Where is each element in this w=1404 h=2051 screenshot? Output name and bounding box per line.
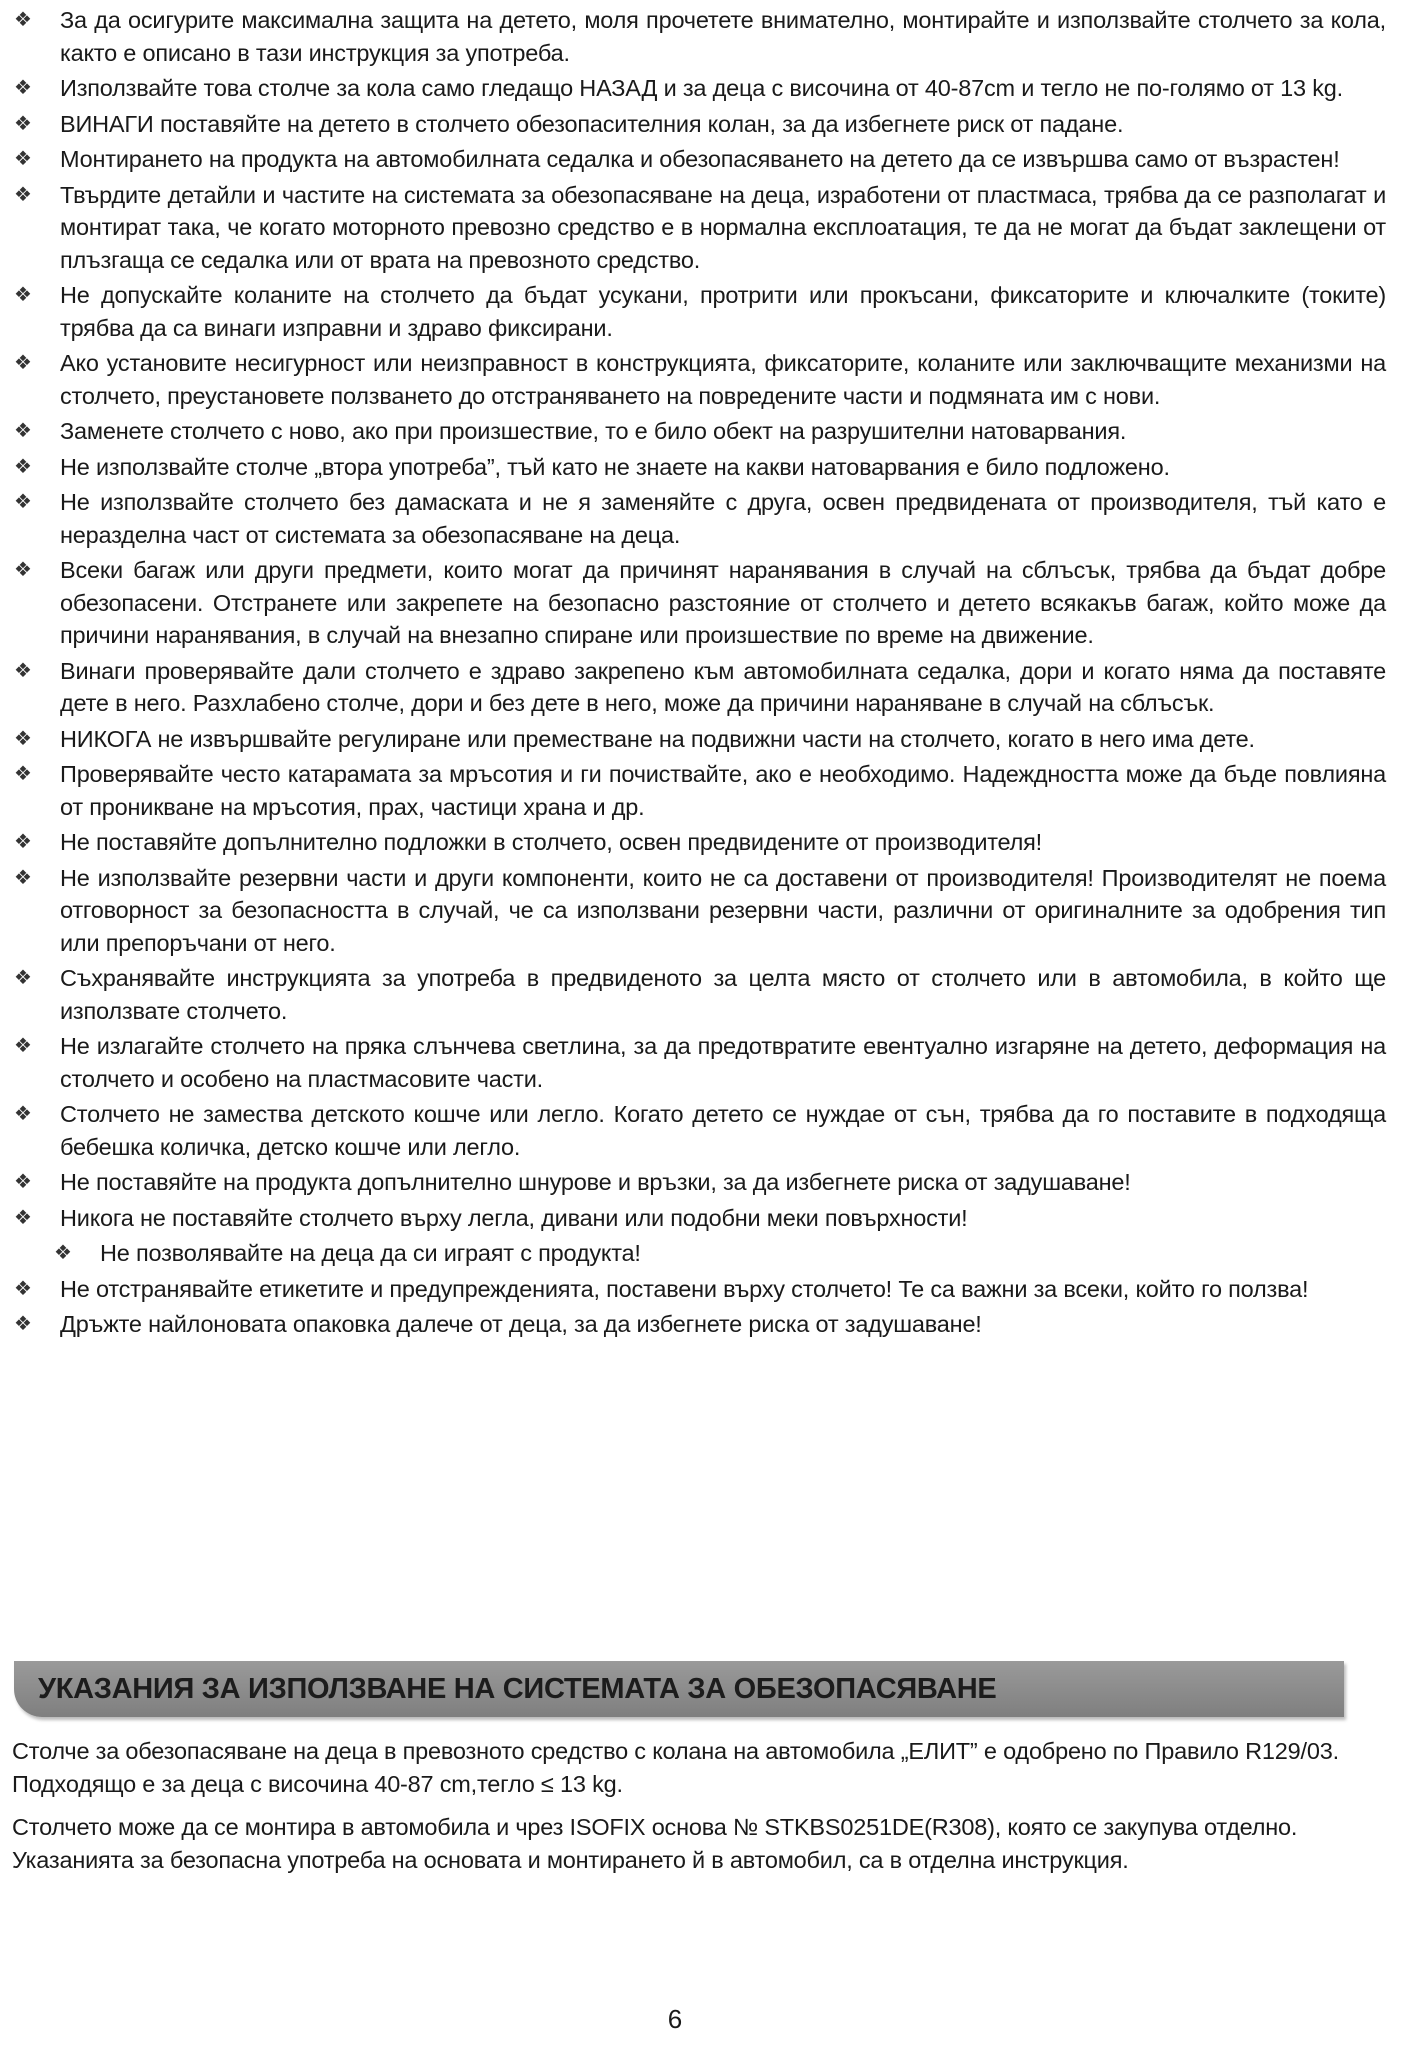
- diamond-bullet-icon: ❖: [14, 727, 32, 750]
- diamond-bullet-icon: ❖: [14, 77, 32, 99]
- diamond-bullet-icon: ❖: [14, 831, 32, 853]
- diamond-bullet-icon: ❖: [14, 866, 32, 889]
- diamond-bullet-icon: ❖: [14, 1171, 32, 1193]
- list-item-text: Не поставяйте допълнително подложки в столчето, освен предвидените от производителя!: [60, 829, 1042, 855]
- list-item: [0, 758, 1386, 823]
- list-item-text: Не позволявайте на деца да си играят с продукта!: [100, 1240, 641, 1266]
- section-title: УКАЗАНИЯ ЗА ИЗПОЛЗВАНЕ НА СИСТЕМАТА ЗА ОБЕЗОПАСЯВАНЕ: [38, 1673, 997, 1705]
- list-item-text: Столчето не замества детското кошче или легло. Когато детето се нуждае от сън, трябва да го поставите в подходяща бебешка количка, детско кошче или легло.: [60, 1101, 1386, 1160]
- diamond-bullet-icon: ❖: [14, 284, 32, 306]
- list-item: [0, 143, 1386, 176]
- list-item-text: Съхранявайте инструкцията за употреба в предвиденото за целта място от столчето или в автомобила, в който ще използвате столчето.: [60, 965, 1386, 1024]
- diamond-bullet-icon: ❖: [14, 659, 32, 682]
- list-item: [0, 72, 1386, 105]
- list-item: [0, 1308, 1386, 1341]
- diamond-bullet-icon: ❖: [14, 420, 32, 442]
- safety-warnings-list: [0, 4, 1404, 1344]
- page-number: 6: [667, 2004, 683, 2034]
- list-item: [0, 1202, 1386, 1235]
- diamond-bullet-icon: ❖: [14, 559, 32, 581]
- list-item: [0, 486, 1386, 551]
- list-item-text: Не допускайте коланите на столчето да бъдат усукани, протрити или прокъсани, фиксаторите и ключалките (токите) трябва да са винаги изправни и здраво фиксирани.: [60, 282, 1386, 341]
- list-item: [0, 451, 1386, 484]
- list-item: [0, 4, 1386, 69]
- list-item: [0, 1030, 1386, 1095]
- list-item: [0, 1237, 1386, 1270]
- diamond-bullet-icon: ❖: [14, 763, 32, 785]
- section-header-bar: [14, 1661, 1344, 1717]
- list-item-text: Проверявайте често катарамата за мръсотия и ги почиствайте, ако е необходимо. Надеждността може да бъде повлияна от проникване на мръсотия, прах, частици храна и др.: [60, 761, 1386, 820]
- list-item: [0, 1166, 1386, 1199]
- list-item: [0, 554, 1386, 652]
- diamond-bullet-icon: ❖: [14, 1206, 32, 1229]
- list-item: [0, 347, 1386, 412]
- list-item: [0, 862, 1386, 960]
- list-item: [0, 1098, 1386, 1163]
- list-item-text: Всеки багаж или други предмети, които могат да причинят наранявания в случай на сблъсък, трябва да бъдат добре обезопасени. Отстранете или закрепете на безопасно разстояние от столчето и детето всякакъв багаж, който може да причини наранявания, в случай на внезапно спиране или произшествие по време на движение.: [60, 557, 1386, 648]
- list-item: [0, 279, 1386, 344]
- diamond-bullet-icon: ❖: [14, 491, 32, 513]
- list-item: [0, 179, 1386, 277]
- list-item-text: Не използвайте резервни части и други компоненти, които не са доставени от производителя! Производителят не поема отговорност за безопасността в случай, че са използвани резервни части, различни от оригиналните за одобрения тип или препоръчани от него.: [60, 864, 1386, 956]
- diamond-bullet-icon: ❖: [14, 967, 32, 989]
- list-item: [0, 108, 1386, 141]
- list-item-text: Използвайте това столче за кола само гледащо НАЗАД и за деца с височина от 40-87cm и тегло не по-голямо от 13 kg.: [60, 75, 1343, 101]
- diamond-bullet-icon: ❖: [14, 1313, 32, 1335]
- list-item-text: ВИНАГИ поставяйте на детето в столчето обезопасителния колан, за да избегнете риск от падане.: [60, 110, 1124, 137]
- diamond-bullet-icon: ❖: [14, 455, 32, 478]
- list-item-text: Не отстранявайте етикетите и предупрежденията, поставени върху столчето! Те са важни за всеки, който го ползва!: [60, 1275, 1309, 1302]
- diamond-bullet-icon: ❖: [14, 148, 32, 170]
- diamond-bullet-icon: ❖: [14, 352, 32, 374]
- list-item-text: За да осигурите максимална защита на детето, моля прочетете внимателно, монтирайте и използвайте столчето за кола, както е описано в тази инструкция за употреба.: [60, 7, 1386, 66]
- list-item: [0, 723, 1386, 756]
- diamond-bullet-icon: ❖: [14, 1035, 32, 1057]
- list-item-text: Ако установите несигурност или неизправност в конструкцията, фиксаторите, коланите или заключващите механизми на столчето, преустановете ползването до отстраняването на повредените части и подмяната им с нови.: [60, 350, 1386, 409]
- list-item-text: Монтирането на продукта на автомобилната седалка и обезопасяването на детето да се извършва само от възрастен!: [60, 146, 1340, 172]
- list-item: [0, 962, 1386, 1027]
- list-item-text: Заменете столчето с ново, ако при произшествие, то е било обект на разрушителни натоварвания.: [60, 418, 1127, 444]
- diamond-bullet-icon: ❖: [14, 1277, 32, 1300]
- paragraph-isofix: Столчето може да се монтира в автомобила и чрез ISOFIX основа № STKBS0251DE(R308), която се закупува отделно. Указанията за безопасна употреба на основата и монтирането й в автомобил, са в отделна инструкция.: [12, 1814, 1298, 1873]
- list-item-text: Дръжте найлоновата опаковка далече от деца, за да избегнете риска от задушаване!: [60, 1311, 982, 1337]
- list-item-text: Никога не поставяйте столчето върху легла, дивани или подобни меки повърхности!: [60, 1204, 968, 1231]
- list-item-text: Твърдите детайли и частите на системата за обезопасяване на деца, изработени от пластмаса, трябва да се разполагат и монтират така, че когато моторното превозно средство е в нормална експлоатация, те да не могат да бъдат заклещени от плъзгаща се седалка или от врата на превозното средство.: [60, 181, 1386, 273]
- diamond-bullet-icon: ❖: [14, 9, 32, 31]
- list-item: [0, 1273, 1386, 1306]
- list-item-text: НИКОГА не извършвайте регулиране или преместване на подвижни части на столчето, когато в него има дете.: [60, 725, 1255, 752]
- list-item-text: Не поставяйте на продукта допълнително шнурове и връзки, за да избегнете риска от задушаване!: [60, 1169, 1131, 1195]
- list-item: [0, 655, 1386, 720]
- paragraph-approval: Столче за обезопасяване на деца в превозното средство с колана на автомобила „ЕЛИТ” е одобрено по Правило R129/03. Подходящо е за деца с височина 40-87 cm,тегло ≤ 13 kg.: [12, 1738, 1339, 1797]
- list-item-text: Не излагайте столчето на пряка слънчева светлина, за да предотвратите евентуално изгаряне на детето, деформация на столчето и особено на пластмасовите части.: [60, 1033, 1386, 1092]
- list-item-text: Винаги проверявайте дали столчето е здраво закрепено към автомобилната седалка, дори и когато няма да поставяте дете в него. Разхлабено столче, дори и без дете в него, може да причини нараняване в случай на сблъсък.: [60, 657, 1386, 716]
- list-item: [0, 826, 1386, 859]
- list-item: [0, 415, 1386, 448]
- diamond-bullet-icon: ❖: [54, 1242, 72, 1264]
- list-item-text: Не използвайте столчето без дамаската и не я заменяйте с друга, освен предвидената от производителя, тъй като е неразделна част от системата за обезопасяване на деца.: [60, 489, 1386, 548]
- diamond-bullet-icon: ❖: [14, 112, 32, 135]
- diamond-bullet-icon: ❖: [14, 1103, 32, 1125]
- list-item-text: Не използвайте столче „втора употреба”, тъй като не знаете на какви натоварвания е било подложено.: [60, 453, 1170, 480]
- diamond-bullet-icon: ❖: [14, 183, 32, 206]
